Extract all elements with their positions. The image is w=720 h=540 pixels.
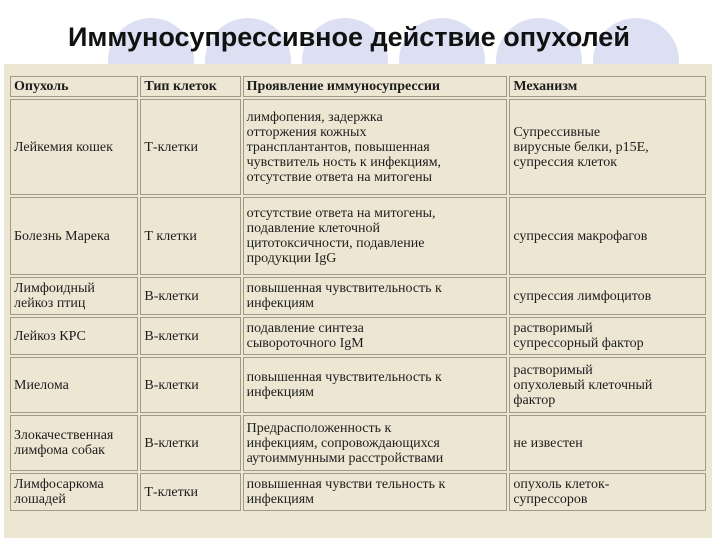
cell-mechanism: опухоль клеток- супрессоров xyxy=(509,473,706,511)
table-row xyxy=(10,277,706,315)
cell-manifestation: лимфопения, задержка отторжения кожных трансплантантов, повышенная чувствитель ность к инфекциям, отсутствие ответа на митогены xyxy=(243,99,508,195)
table-row xyxy=(10,317,706,355)
cell-mechanism: не известен xyxy=(509,415,706,471)
cell-tumor: Лейкоз КРС xyxy=(10,317,138,355)
cell-tumor: Лимфосаркома лошадей xyxy=(10,473,138,511)
immunosuppression-table xyxy=(8,74,708,513)
cell-tumor: Лейкемия кошек xyxy=(10,99,138,195)
header-cell-cell-type: Тип клеток xyxy=(140,76,240,97)
cell-cell-type: Т-клетки xyxy=(140,99,240,195)
table-header-row xyxy=(10,76,706,97)
cell-manifestation: повышенная чувстви тельность к инфекциям xyxy=(243,473,508,511)
table-row xyxy=(10,473,706,511)
cell-tumor: Миелома xyxy=(10,357,138,413)
cell-cell-type: Т-клетки xyxy=(140,473,240,511)
table-image xyxy=(4,64,712,538)
cell-manifestation: повышенная чувствительность к инфекциям xyxy=(243,357,508,413)
cell-mechanism: Супрессивные вирусные белки, р15Е, супрессия клеток xyxy=(509,99,706,195)
table-row xyxy=(10,415,706,471)
header-cell-mechanism: Механизм xyxy=(509,76,706,97)
cell-mechanism: супрессия лимфоцитов xyxy=(509,277,706,315)
header-cell-tumor: Опухоль xyxy=(10,76,138,97)
cell-manifestation: повышенная чувствительность к инфекциям xyxy=(243,277,508,315)
cell-cell-type: В-клетки xyxy=(140,277,240,315)
cell-mechanism: супрессия макрофагов xyxy=(509,197,706,275)
slide-title: Иммуносупрессивное действие опухолей xyxy=(68,22,630,52)
cell-mechanism: растворимый супрессорный фактор xyxy=(509,317,706,355)
cell-tumor: Лимфоидный лейкоз птиц xyxy=(10,277,138,315)
cell-cell-type: В-клетки xyxy=(140,415,240,471)
cell-manifestation: подавление синтеза сывороточного IgM xyxy=(243,317,508,355)
cell-manifestation: Предрасположенность к инфекциям, сопровождающихся аутоиммунными расстройствами xyxy=(243,415,508,471)
table-row xyxy=(10,357,706,413)
cell-mechanism: растворимый опухолевый клеточный фактор xyxy=(509,357,706,413)
cell-manifestation: отсутствие ответа на митогены, подавление клеточной цитотоксичности, подавление продукции IgG xyxy=(243,197,508,275)
cell-cell-type: В-клетки xyxy=(140,357,240,413)
cell-cell-type: В-клетки xyxy=(140,317,240,355)
table-row xyxy=(10,197,706,275)
cell-tumor: Болезнь Марека xyxy=(10,197,138,275)
cell-cell-type: Т клетки xyxy=(140,197,240,275)
table-row xyxy=(10,99,706,195)
header-cell-manifestation: Проявление иммуносупрессии xyxy=(243,76,508,97)
cell-tumor: Злокачественная лимфома собак xyxy=(10,415,138,471)
